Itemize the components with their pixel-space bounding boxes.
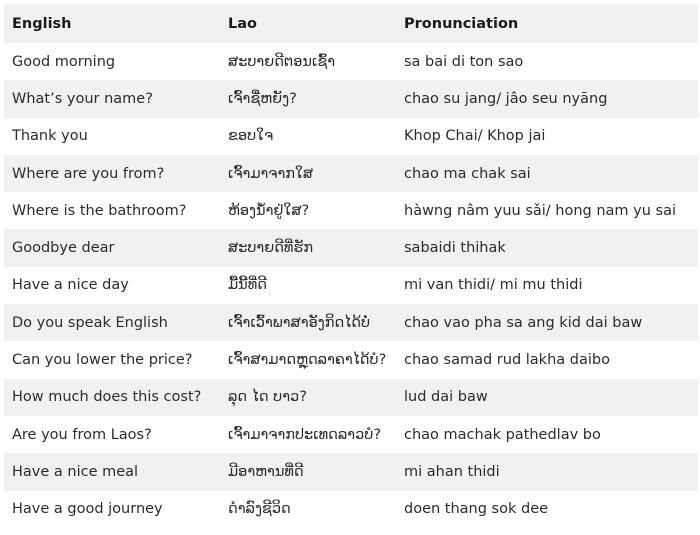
table-row: [4, 416, 698, 453]
header-pronunciation: Pronunciation: [404, 15, 519, 32]
table-header-row: [4, 4, 698, 43]
cell-lao: ເຈົ້າມາຈາກປະເທດລາວບໍ?: [228, 426, 382, 443]
cell-english: Have a nice day: [12, 277, 129, 294]
phrase-table: [4, 4, 698, 528]
cell-pronunciation: doen thang sok dee: [404, 501, 549, 518]
cell-lao: ເຈົ້າມາຈາກໃສ: [228, 165, 314, 182]
table-row: [4, 229, 698, 266]
phrase-table-container: [4, 4, 698, 528]
cell-pronunciation: lud dai baw: [404, 389, 488, 406]
cell-pronunciation: hàwng nâm yuu sǎi/ hong nam yu sai: [404, 202, 677, 219]
cell-pronunciation: chao ma chak sai: [404, 165, 531, 182]
cell-pronunciation: chao su jang/ jâo seu nyāng: [404, 90, 608, 107]
cell-english: Can you lower the price?: [12, 352, 193, 369]
table-row: [4, 192, 698, 229]
cell-lao: ເຈົ້າຊື່ຫຍັງ?: [228, 90, 297, 107]
cell-english: Are you from Laos?: [12, 426, 152, 443]
table-row: [4, 341, 698, 378]
table-row: [4, 304, 698, 341]
cell-english: Have a nice meal: [12, 463, 139, 480]
cell-english: Have a good journey: [12, 501, 163, 518]
cell-pronunciation: chao samad rud lakha daibo: [404, 352, 610, 369]
cell-pronunciation: sabaidi thihak: [404, 240, 506, 257]
cell-lao: ມື້ນີ້ທີ່ດີ: [228, 277, 267, 294]
cell-pronunciation: chao vao pha sa ang kid dai baw: [404, 314, 643, 331]
header-lao: Lao: [228, 15, 257, 32]
cell-lao: ສະບາຍດີທີ່ຮັກ: [228, 240, 314, 257]
cell-english: How much does this cost?: [12, 389, 202, 406]
cell-pronunciation: chao machak pathedlav bo: [404, 426, 601, 443]
cell-lao: ເຈົ້າສາມາດຫຼຸດລາຄາໄດ້ບໍ?: [228, 352, 387, 369]
cell-lao: ລຸດ ໄດ ບາວ?: [228, 389, 307, 406]
table-row: [4, 453, 698, 490]
table-row: [4, 491, 698, 528]
table-row: [4, 155, 698, 192]
cell-pronunciation: mi van thidi/ mi mu thidi: [404, 277, 583, 294]
cell-lao: ເຈົ້າເວົ້າພາສາອັງກິດໄດ້ບໍ່: [228, 314, 371, 331]
cell-english: What’s your name?: [12, 90, 153, 107]
cell-lao: ຂອບໃຈ: [228, 128, 274, 145]
table-row: [4, 267, 698, 304]
cell-english: Good morning: [12, 53, 116, 70]
cell-english: Where are you from?: [12, 165, 165, 182]
cell-lao: ສະບາຍດີຕອນເຊົ້າ: [228, 53, 336, 70]
cell-english: Goodbye dear: [12, 240, 115, 257]
table-row: [4, 43, 698, 80]
cell-pronunciation: sa bai di ton sao: [404, 53, 524, 70]
cell-english: Thank you: [12, 128, 88, 145]
cell-lao: ມີອາຫານທີ່ດີ: [228, 463, 304, 480]
cell-lao: ດໍາລົງຊີວິດ: [228, 501, 291, 518]
cell-pronunciation: Khop Chai/ Khop jai: [404, 128, 546, 145]
table-row: [4, 118, 698, 155]
cell-pronunciation: mi ahan thidi: [404, 463, 500, 480]
cell-english: Do you speak English: [12, 314, 168, 331]
cell-lao: ຫ້ອງນ້ຳຢູ່ໃສ?: [228, 202, 310, 219]
table-row: [4, 379, 698, 416]
table-row: [4, 80, 698, 117]
cell-english: Where is the bathroom?: [12, 202, 187, 219]
header-english: English: [12, 15, 72, 32]
